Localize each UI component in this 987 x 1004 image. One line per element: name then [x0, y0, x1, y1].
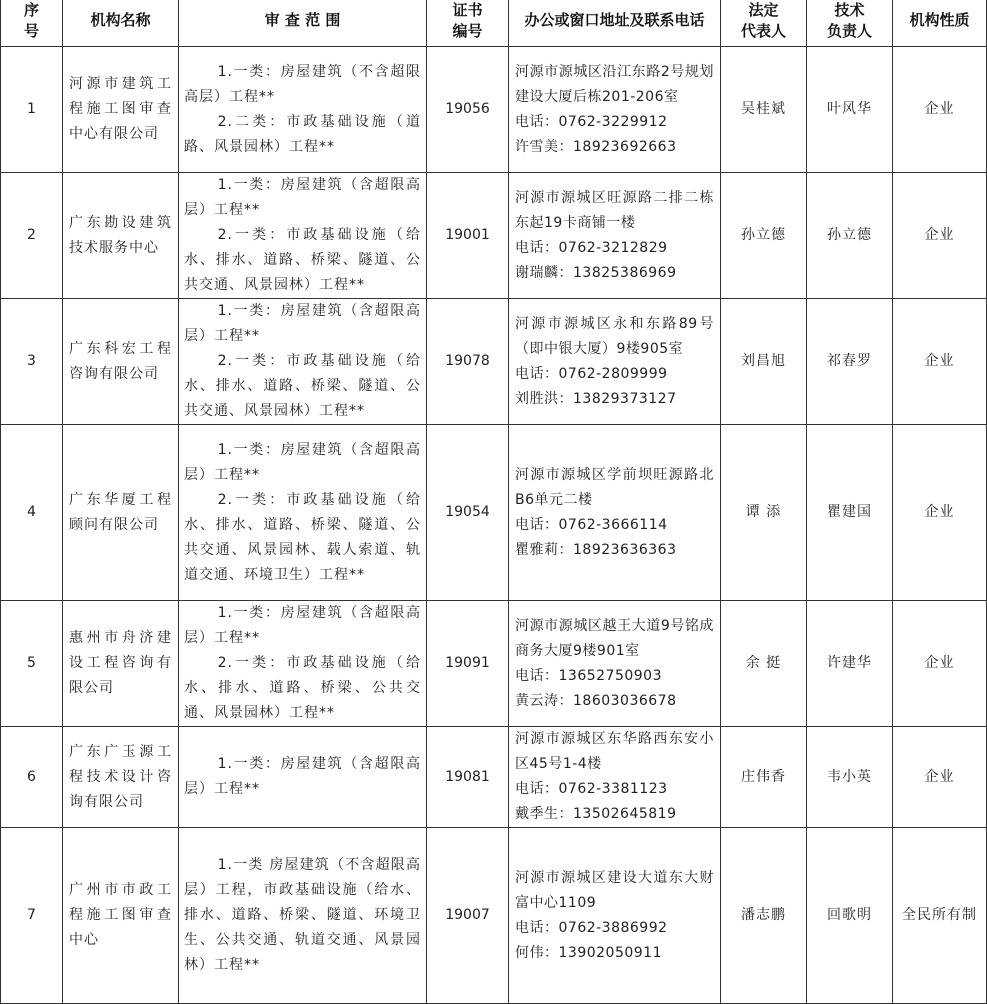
phone-line: 电话：13652750903: [515, 667, 662, 684]
cell-org: 广州市市政工程施工图审查中心: [63, 828, 179, 1004]
contact-line: 许雪美：18923692663: [515, 138, 677, 155]
phone-line: 电话：0762-3212829: [515, 239, 668, 256]
cell-scope: [179, 828, 427, 1004]
addr-line: 河源市源城区永和东路89号（即中银大厦）9楼905室: [515, 315, 714, 357]
addr-line: 河源市源城区建设大道东大财富中心1109: [515, 869, 714, 911]
table-row: [1, 47, 987, 173]
scope-item: 2.一类：市政基础设施（给水、排水、道路、桥梁、隧道、公共交通、风景园林）工程**: [184, 353, 421, 419]
scope-item: 1.一类：房屋建筑（含超限高层）工程**: [184, 177, 421, 218]
table-row: [1, 173, 987, 299]
header-nature: 机构性质: [893, 0, 987, 47]
contact-line: 黄云涛：18603036678: [515, 692, 677, 709]
cell-scope: [179, 299, 427, 425]
scope-item: 1.一类：房屋建筑（含超限高层）工程**: [184, 605, 421, 646]
cell-org: 广东勘设建筑技术服务中心: [63, 173, 179, 299]
cell-seq: 7: [1, 828, 63, 1004]
cell-scope: [179, 425, 427, 601]
cell-cert: 19001: [427, 173, 509, 299]
cell-nature: 企业: [893, 173, 987, 299]
scope-item: 2.二类：市政基础设施（道路、风景园林）工程**: [184, 113, 421, 155]
cell-nature: 企业: [893, 299, 987, 425]
cell-seq: 4: [1, 425, 63, 601]
cell-addr: [509, 47, 721, 173]
cell-seq: 6: [1, 727, 63, 828]
contact-line: 瞿雅莉：18923636363: [515, 541, 677, 558]
scope-item: 1.一类：房屋建筑（含超限高层）工程**: [184, 303, 421, 344]
cell-seq: 5: [1, 601, 63, 727]
contact-line: 刘胜洪：13829373127: [515, 390, 677, 407]
cell-org: 广东广玉源工程技术设计咨询有限公司: [63, 727, 179, 828]
addr-line: 河源市源城区沿江东路2号规划建设大厦后栋201-206室: [515, 63, 714, 105]
cell-seq: 3: [1, 299, 63, 425]
cell-org: 广东科宏工程咨询有限公司: [63, 299, 179, 425]
cell-org: 惠州市舟济建设工程咨询有限公司: [63, 601, 179, 727]
cell-nature: 企业: [893, 47, 987, 173]
cell-legal: 刘昌旭: [721, 299, 807, 425]
table-row: [1, 828, 987, 1004]
table-row: [1, 425, 987, 601]
cell-tech: 韦小英: [807, 727, 893, 828]
cell-legal: 庄伟香: [721, 727, 807, 828]
cell-tech: 祁春罗: [807, 299, 893, 425]
header-tech: 技术 负责人: [807, 0, 893, 47]
cell-legal: 孙立德: [721, 173, 807, 299]
scope-item: 1.一类：房屋建筑（含超限高层）工程**: [184, 756, 421, 797]
phone-line: 电话：0762-3381123: [515, 781, 668, 797]
cell-addr: [509, 828, 721, 1004]
contact-line: 戴季生：13502645819: [515, 806, 677, 822]
cell-scope: [179, 601, 427, 727]
cell-scope: [179, 173, 427, 299]
contact-line: 何伟：13902050911: [515, 944, 662, 961]
phone-line: 电话：0762-3666114: [515, 516, 668, 533]
cell-org: 河源市建筑工程施工图审查中心有限公司: [63, 47, 179, 173]
cell-cert: 19081: [427, 727, 509, 828]
cell-scope: [179, 47, 427, 173]
scope-item: 1.一类 房屋建筑（不含超限高层）工程，市政基础设施（给水、排水、道路、桥梁、隧道、环境卫生、公共交通、轨道交通、风景园林）工程**: [184, 857, 421, 973]
addr-line: 河源市源城区东华路西东安小区45号1-4楼: [515, 731, 714, 772]
scope-item: 1.一类：房屋建筑（不含超限高层）工程**: [184, 63, 421, 105]
cell-cert: 19054: [427, 425, 509, 601]
table-row: [1, 601, 987, 727]
scope-item: 2.一类：市政基础设施（给水、排水、道路、桥梁、隧道、公共交通、风景园林）工程**: [184, 227, 421, 293]
cell-scope: [179, 727, 427, 828]
addr-line: 河源市源城区旺源路二排二栋东起19卡商铺一楼: [515, 189, 714, 231]
header-seq: 序 号: [1, 0, 63, 47]
header-cert: 证书 编号: [427, 0, 509, 47]
scope-item: 2.一类：市政基础设施（给水、排水、道路、桥梁、隧道、公共交通、风景园林、载人索道、轨道交通、环境卫生）工程**: [184, 491, 421, 583]
cell-nature: 全民所有制: [893, 828, 987, 1004]
cell-cert: 19091: [427, 601, 509, 727]
cell-cert: 19056: [427, 47, 509, 173]
phone-line: 电话：0762-3886992: [515, 919, 668, 936]
cell-addr: [509, 601, 721, 727]
cell-legal: 余 挺: [721, 601, 807, 727]
cell-tech: 瞿建国: [807, 425, 893, 601]
cell-org: 广东华厦工程顾问有限公司: [63, 425, 179, 601]
header-scope: 审 查 范 围: [179, 0, 427, 47]
table-row: [1, 727, 987, 828]
phone-line: 电话：0762-3229912: [515, 113, 668, 130]
cell-addr: [509, 425, 721, 601]
cell-tech: 许建华: [807, 601, 893, 727]
cell-cert: 19007: [427, 828, 509, 1004]
scope-item: 2.一类：市政基础设施（给水、排水、道路、桥梁、公共交通、风景园林）工程**: [184, 655, 421, 721]
cell-seq: 1: [1, 47, 63, 173]
cell-tech: 叶风华: [807, 47, 893, 173]
cell-legal: 谭 添: [721, 425, 807, 601]
contact-line: 谢瑞麟：13825386969: [515, 264, 677, 281]
cell-nature: 企业: [893, 425, 987, 601]
cell-nature: 企业: [893, 601, 987, 727]
cell-addr: [509, 299, 721, 425]
scope-item: 1.一类：房屋建筑（含超限高层）工程**: [184, 441, 421, 483]
cell-cert: 19078: [427, 299, 509, 425]
cell-tech: 孙立德: [807, 173, 893, 299]
addr-line: 河源市源城区学前坝旺源路北B6单元二楼: [515, 466, 714, 508]
addr-line: 河源市源城区越王大道9号铭成商务大厦9楼901室: [515, 617, 714, 659]
cell-addr: [509, 727, 721, 828]
phone-line: 电话：0762-2809999: [515, 365, 668, 382]
cell-tech: 回歌明: [807, 828, 893, 1004]
table-row: [1, 299, 987, 425]
cell-legal: 潘志鹏: [721, 828, 807, 1004]
cell-nature: 企业: [893, 727, 987, 828]
cell-seq: 2: [1, 173, 63, 299]
cell-addr: [509, 173, 721, 299]
cell-legal: 吴桂斌: [721, 47, 807, 173]
header-addr: 办公或窗口地址及联系电话: [509, 0, 721, 47]
header-org: 机构名称: [63, 0, 179, 47]
header-legal: 法定 代表人: [721, 0, 807, 47]
header-row: [1, 0, 987, 47]
